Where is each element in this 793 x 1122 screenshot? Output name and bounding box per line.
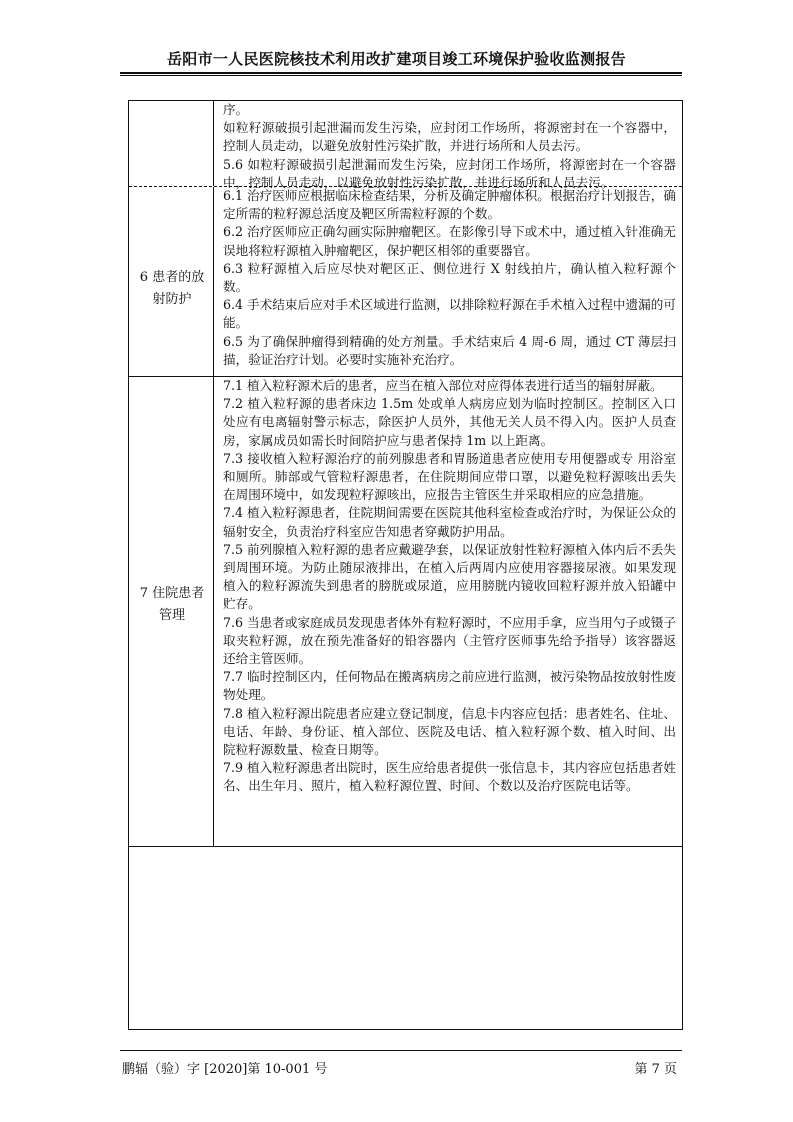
table-row-section-7 [129,377,682,847]
section-6-label [133,267,211,311]
section-6-label-cell [129,187,214,376]
section-6-item: 6.5 为了确保肿瘤得到精确的处方剂量。手术结束后 4 周-6 周，通过 CT 薄层扫描，验证治疗计划。必要时实施补充治疗。 [223,333,676,367]
section-6-item: 6.3 粒籽源植入后应尽快对靶区正、侧位进行 X 射线拍片，确认植入粒籽源个数。 [223,260,676,295]
section-5-content [214,101,682,190]
section-6-item: 6.4 手术结束后应对手术区域进行监测，以排除粒籽源在手术植入过程中遗漏的可能。 [223,297,676,331]
section-6-label-line: 6 患者的放 [139,270,205,285]
header-divider-thin [120,75,682,76]
section-7-item: 7.3 接收植入粒籽源治疗的前列腺患者和胃肠道患者应使用专用便器或专 用浴室和厕所。肺部或气管粒籽源患者，在住院期间应带口罩，以避免粒籽源咳出丢失在周围环境中，如发现粒籽源咳出，应报告主管医生并采取相应的应急措施。 [223,450,676,503]
content-table [128,100,683,1030]
section-7-label-cell [129,377,214,846]
section-7-content [214,377,682,846]
section-7-item: 7.9 植入粒籽源患者出院时，医生应给患者提供一张信息卡，其内容应包括患者姓名、出生年月、照片，植入粒籽源位置、时间、个数以及治疗医院电话等。 [223,760,676,794]
table-row-empty [129,847,682,1031]
footer-divider [120,1050,682,1051]
section-7-item: 7.1 植入粒籽源术后的患者，应当在植入部位对应得体表进行适当的辐射屏蔽。 [223,378,663,393]
section-7-item: 7.7 临时控制区内，任何物品在搬离病房之前应进行监测，被污染物品按放射性废物处理。 [223,669,676,703]
section-5-label-cell [129,101,214,186]
section-6-content [214,187,682,376]
section-7-item: 7.8 植入粒籽源出院患者应建立登记制度，信息卡内容应包括：患者姓名、住址、电话、年龄、身份证、植入部位、医院及电话、植入粒籽源个数、植入时间、出院粒籽源数量、检查日期等。 [223,705,676,758]
header-divider [120,72,682,74]
section-5-line: 如粒籽源破损引起泄漏而发生污染，应封闭工作场所，将源密封在一个容器中，控制人员走动，以避免放射性污染扩散，并进行场所和人员去污。 [223,120,676,154]
footer-page-number: 第 7 页 [634,1062,677,1077]
section-7-label [133,583,211,627]
section-6-label-line: 射防护 [152,292,192,307]
section-7-item: 7.2 植入粒籽源的患者床边 1.5m 处或单人病房应划为临时控制区。控制区入口处应有电离辐射警示标志，除医护人员外，其他无关人员不得入内。医护人员查房，家属成员如需长时间陪护应与患者保持 1m 以上距离。 [223,396,676,448]
table-row-section-6 [129,187,682,377]
section-7-label-line: 7 住院患者 [139,586,205,601]
footer-doc-number: 鹏辐（验）字 [2020]第 10-001 号 [122,1062,328,1077]
section-7-item: 7.4 植入粒籽源患者，住院期间需要在医院其他科室检查或治疗时，为保证公众的辐射安全，负责治疗科室应告知患者穿戴防护用品。 [223,505,676,539]
section-6-item: 6.2 治疗医师应正确勾画实际肿瘤靶区。在影像引导下或术中，通过植入针准确无误地将粒籽源植入肿瘤靶区，保护靶区相邻的重要器官。 [223,224,676,258]
section-6-item: 6.1 治疗医师应根据临床检查结果，分析及确定肿瘤体积。根据治疗计划报告，确定所需的粒籽源总活度及靶区所需粒籽源的个数。 [223,188,676,222]
section-7-item: 7.5 前列腺植入粒籽源的患者应戴避孕套，以保证放射性粒籽源植入体内后不丢失到周围环境。为防止随尿液排出，在植入后两周内应使用容器接尿液。如果发现植入的粒籽源流失到患者的膀胱或尿道，应用膀胱内镜收回粒籽源并放入铅罐中贮存。 [223,541,676,612]
section-7-item: 7.6 当患者或家庭成员发现患者体外有粒籽源时，不应用手拿，应当用勺子或镊子取夹粒籽源，放在预先准备好的铅容器内（主管疗医师事先给予指导）该容器返还给主管医师。 [223,614,676,667]
section-5-line: 序。 [223,102,249,117]
page-header-title: 岳阳市一人民医院核技术利用改扩建项目竣工环境保护验收监测报告 [166,50,626,68]
table-row-section-5 [129,101,682,190]
section-5-line: 5.6 如粒籽源破损引起泄漏而发生污染，应封闭工作场所，将源密封在一个容器中，控制人员走动，以避免放射性污染扩散，并进行场所和人员去污。 [223,156,676,190]
section-7-label-line: 管理 [158,608,185,623]
